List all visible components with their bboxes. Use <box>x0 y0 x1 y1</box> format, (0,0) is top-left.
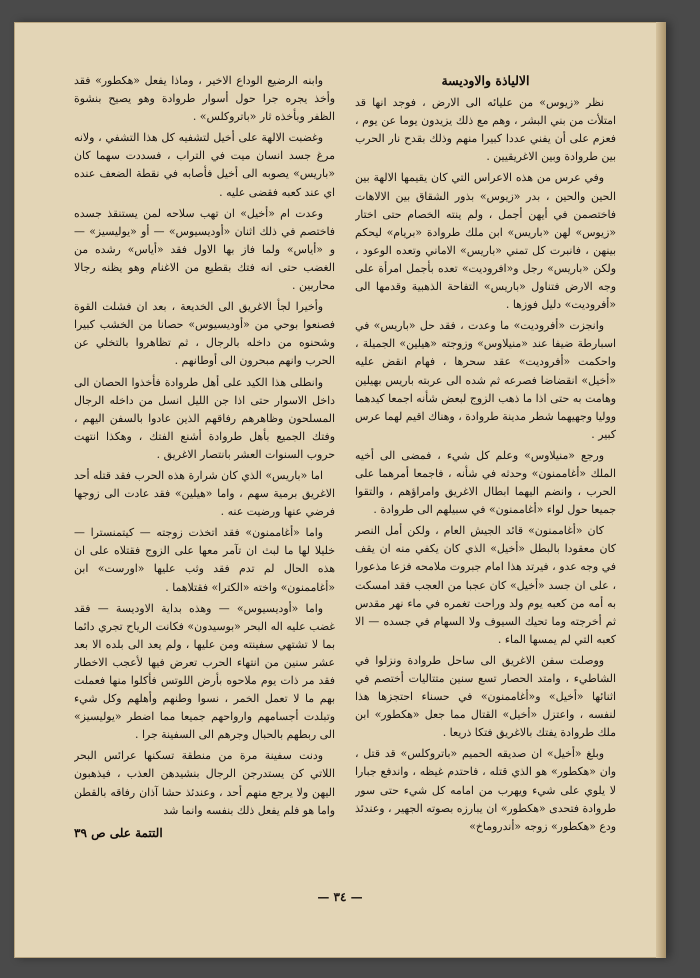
paragraph: وابنه الرضيع الوداع الاخير ، وماذا يفعل «هكطور» فقد وأخذ يجره جرا حول أسوار طروادة وهو يصيح بنشوة الظفر وبأخذه ثار «باتروكلس» . <box>74 74 335 124</box>
paragraph: ووصلت سفن الاغريق الى ساحل طروادة ونزلوا في الشاطيء ، وامتد الحصار تسع سنين متتاليات أختصم في اثنائها «أخيل» و«أغاممنون» في حسناء احتجزها هذا لنفسه ، واعتزل «أخيل» القتال مما جعل «هكطور» ابن ملك طروادة يفتك بالاغريق فتكا ذريعا . <box>355 653 616 740</box>
article-columns <box>74 72 616 872</box>
paragraph: واما «أغاممنون» فقد اتخذت زوجته — كيتمنسترا — خليلا لها ما لبث ان تآمر معها على الزوج فقتلاه على ان هذه الحال لم تدم فقد وثب عليها «اورست» ابن «أغاممنون» واخته «الكترا» فقتلاهما . <box>74 526 335 594</box>
paragraph: وأخيرا لجأ الاغريق الى الخديعة ، بعد ان فشلت القوة فصنعوا بوحي من «أوديسيوس» حصانا من الخشب كبيرا وشحنوه من داخله بالرجال ، ثم تظاهروا بالتخلي عن الحرب وانهم مبحرون الى أوطانهم . <box>74 300 335 368</box>
paragraph: نظر «زيوس» من عليائه الى الارض ، فوجد انها قد امتلأت من بني البشر ، وهم مع ذلك يزيدون يوما عن يوم ، فعزم على أن يفني عددا كبيرا منهم وذلك بقدح نار الحرب بين طروادة وبين الاغريقيين . <box>355 96 616 164</box>
paragraph: كان «أغاممنون» قائد الجيش العام ، ولكن أمل النصر كان معقودا بالبطل «أخيل» الذي كان يكفي منه ان يقف في وجه عدو ، فيرتد هذا امام جبروت ملامحه فزعا مذعورا ، على ان جسد «أخيل» كان عجبا من العجب فقد امسكت به أمه من كعبه يوم ولد وراحت تغمره في ماء نهر مقدس ثم أخرجته وما تحيك السيوف ولا السهام في جسده — الا كعبه التي لم يمسها الماء . <box>355 524 616 646</box>
paragraph: وعدت ام «أخيل» ان تهب سلاحه لمن يستنقذ جسده فاختصم في ذلك اثنان «أوديسيوس» — أو «يوليسيز» — و «أياس» ولما فاز بها الاول فقد «أياس» رشده من الغضب حتى انه فتك بقطيع من الاغنام وهو يظنه رجالا محاربين . <box>74 206 335 293</box>
paragraph: وانجزت «أفروديت» ما وعدت ، فقد حل «باريس» في اسبارطة ضيفا عند «منيلاوس» وزوجته «هيلين» الجميلة ، واحكمت «أفروديت» عقد سحرها ، فهام انقض عليه «أخيل» انقضاضا فصرعه ثم شده الى عربته باريس بهيلين وهامت به حتى اذا ما ذهب الزوج لبعض شأنه اجمعا كيدهما ووليا وجهيهما شطر مدينة طروادة ، وهناك اقيم لهما عرس كبير . <box>355 319 616 441</box>
magazine-page <box>14 22 666 958</box>
article-title: الالياذة والاوديسة <box>441 73 530 88</box>
paragraph: ودنت سفينة مرة من منطقة تسكنها عرائس البحر اللاتي كن يستدرجن الرجال بنشيدهن العذب ، فيذهبون اليهن ولا يرجع منهم أحد ، وعندئذ حشا آذان رفاقه بالقطن واما هو فلم يفعل ذلك بنفسه وانما شد <box>74 749 335 817</box>
left-column <box>74 72 335 872</box>
page-number: — ٣٤ — <box>317 890 363 904</box>
page-edge <box>656 22 666 958</box>
paragraph: وانطلى هذا الكيد على أهل طروادة فأخذوا الحصان الى داخل الاسوار حتى اذا جن الليل انسل من داخله الرجال المسلحون وظاهرهم رفاقهم الذين عادوا بالسفن اليهم ، وفتك الجميع بأهل طروادة أشنع الفتك ، وهكذا انتهت حروب السنوات العشر بانتصار الاغريق . <box>74 375 335 461</box>
paragraph: ورجع «منيلاوس» وعلم كل شيء ، فمضى الى أخيه الملك «أغاممنون» وحدثه في شأنه ، فاجمعا أمرهما على الحرب ، وانضم اليهما ابطال الاغريق وامراؤهم ، والتقوا جميعا حول لواء «أغاممنون» في سبيلهم الى طروادة . <box>355 448 616 517</box>
paragraph: اما «باريس» الذي كان شرارة هذه الحرب فقد قتله أحد الاغريق برمية سهم ، واما «هيلين» فقد عادت الى زوجها فرضي عنها ورضيت عنه . <box>74 468 335 519</box>
continued-note: التتمة على ص ٣٩ <box>74 825 163 840</box>
paragraph: وفي عرس من هذه الاعراس التي كان يقيمها الالهة بين الحين والحين ، بدر «زيوس» بذور الشقاق بين الالاهات فاختصمن في أيهن أجمل ، ولم ينته الخصام حتى اختار «زيوس» لهن «باريس» ابن ملك طروادة «بريام» ليحكم بينهن ، فانبرت كل تمني «باريس» الاماني وتعده الوعود ، ولكن «باريس» رجل و«افروديت» تعده بأجمل امرأة على وجه الارض فتناول «باريس» التفاحة الذهبية وقدمها الى «أفروديت» دليل فوزها . <box>355 171 616 312</box>
paragraph: واما «أوديسيوس» — وهذه بداية الاوديسة — فقد غضب عليه اله البحر «بوسيدون» فكانت الرياح تجري دائما بما لا تشتهي سفينته ومن عليها ، ولم يعد الى بلده الا بعد عشر سنين من انتهاء الحرب تعرض فيها لأعجب الاخطار فقد مر ذات يوم ملاحوه بأرض اللوتس فأكلوا منها فعملت بهم ما لا تعمل الخمر ، نسوا وطنهم وأهلهم وكل شيء وتبلدت أجسامهم وارواحهم جميعا مما اضطر «يوليسيز» الى ربطهم بالحبال وجرهم الى السفينة جرا . <box>74 601 335 742</box>
right-column <box>355 72 616 872</box>
paragraph: وغضبت الالهة على أخيل لتشفيه كل هذا التشفي ، ولانه مرغ جسد انسان ميت في التراب ، فسددت سهما كان «باريس» يصوبه الى أخيل فأصابه في نقطة الضعف عنده اي عند كعبه فقضى عليه . <box>74 131 335 199</box>
paragraph: وبلغ «أخيل» ان صديقه الحميم «باتروكلس» قد قتل ، وان «هكطور» هو الذي قتله ، فاحتدم غيظه ، واندفع جبارا لا يلوي على شيء ويهرب من امامه كل شيء حتى سور طروادة فتحدى «هكطور» ان يبارزه بصوته الجهير ، وعندئذ ودع «هكطور» زوجه «أندروماخ» <box>355 747 616 833</box>
